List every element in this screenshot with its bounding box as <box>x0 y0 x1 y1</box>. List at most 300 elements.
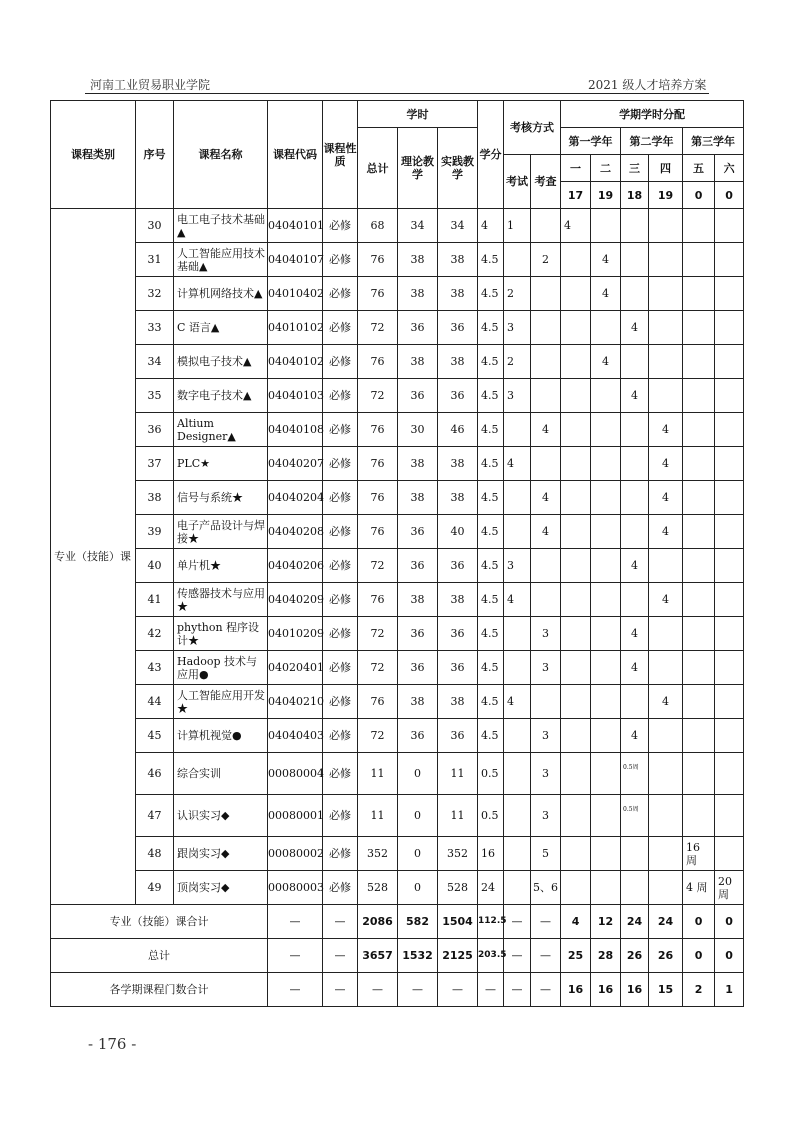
hours-theory-cell: 38 <box>398 277 438 311</box>
credits-cell: 4.5 <box>478 583 504 617</box>
hours-total-cell: 72 <box>358 719 398 753</box>
semester-5-hours-cell <box>683 447 715 481</box>
exam-cell: 3 <box>504 311 531 345</box>
hours-total-cell: 72 <box>358 651 398 685</box>
seq-cell: 47 <box>136 795 174 837</box>
semester-5-hours-cell: 4 周 <box>683 871 715 905</box>
seq-cell: 39 <box>136 515 174 549</box>
course-name-cell: 单片机★ <box>174 549 268 583</box>
check-cell <box>531 277 561 311</box>
hours-total-cell: 11 <box>358 795 398 837</box>
exam-cell <box>504 481 531 515</box>
course-type-cell: 必修 <box>323 837 358 871</box>
course-type-cell: 必修 <box>323 209 358 243</box>
seq-cell: 44 <box>136 685 174 719</box>
semester-3-hours-cell <box>621 345 649 379</box>
summary-practice-cell: — <box>438 973 478 1007</box>
semester-1-hours-cell <box>561 719 591 753</box>
table-row <box>51 345 744 379</box>
hours-theory-cell: 36 <box>398 515 438 549</box>
check-cell: 2 <box>531 243 561 277</box>
exam-cell <box>504 243 531 277</box>
semester-1-hours-cell <box>561 685 591 719</box>
semester-3-hours-cell <box>621 481 649 515</box>
check-cell: 3 <box>531 719 561 753</box>
check-cell <box>531 549 561 583</box>
weeks-semester-4: 19 <box>649 182 683 209</box>
hours-total-cell: 76 <box>358 345 398 379</box>
check-cell <box>531 209 561 243</box>
summary-exam-cell: — <box>504 939 531 973</box>
semester-4-hours-cell <box>649 617 683 651</box>
summary-credits-cell: 203.5 <box>478 939 504 973</box>
course-code-cell: 00080002 <box>268 837 323 871</box>
course-code-cell: 04010402 <box>268 277 323 311</box>
semester-1-hours-cell <box>561 795 591 837</box>
credits-cell: 4.5 <box>478 719 504 753</box>
seq-cell: 37 <box>136 447 174 481</box>
hours-theory-cell: 36 <box>398 651 438 685</box>
course-code-cell: 04020401 <box>268 651 323 685</box>
semester-3-hours-cell <box>621 277 649 311</box>
semester-4-hours-cell <box>649 549 683 583</box>
hours-theory-cell: 38 <box>398 481 438 515</box>
course-code-cell: 04040403 <box>268 719 323 753</box>
summary-label: 各学期课程门数合计 <box>51 973 268 1007</box>
course-code-cell: 04040210 <box>268 685 323 719</box>
semester-4-hours-cell <box>649 345 683 379</box>
semester-4-hours-cell: 4 <box>649 515 683 549</box>
seq-cell: 42 <box>136 617 174 651</box>
semester-2-hours-cell <box>591 583 621 617</box>
semester-1-hours-cell <box>561 379 591 413</box>
seq-cell: 32 <box>136 277 174 311</box>
semester-4-hours-cell <box>649 871 683 905</box>
summary-check-cell: — <box>531 905 561 939</box>
semester-5-hours-cell <box>683 413 715 447</box>
credits-cell: 4.5 <box>478 277 504 311</box>
course-type-cell: 必修 <box>323 277 358 311</box>
semester-6-hours-cell <box>715 311 744 345</box>
hours-theory-cell: 38 <box>398 583 438 617</box>
credits-cell: 4.5 <box>478 481 504 515</box>
course-code-cell: 04040207 <box>268 447 323 481</box>
seq-cell: 35 <box>136 379 174 413</box>
col-header-course-code: 课程代码 <box>268 101 323 209</box>
table-row <box>51 311 744 345</box>
exam-cell: 4 <box>504 685 531 719</box>
check-cell: 3 <box>531 617 561 651</box>
semester-6-hours-cell <box>715 583 744 617</box>
course-name-cell: 综合实训 <box>174 753 268 795</box>
course-name-cell: 模拟电子技术▲ <box>174 345 268 379</box>
semester-6-hours-cell <box>715 515 744 549</box>
seq-cell: 38 <box>136 481 174 515</box>
course-code-cell: 04010102 <box>268 311 323 345</box>
table-row <box>51 719 744 753</box>
hours-practice-cell: 11 <box>438 753 478 795</box>
semester-1-hours-cell <box>561 515 591 549</box>
semester-6-hours-cell <box>715 617 744 651</box>
summary-semester-3-cell: 26 <box>621 939 649 973</box>
semester-1-hours-cell <box>561 583 591 617</box>
seq-cell: 48 <box>136 837 174 871</box>
col-header-check: 考查 <box>531 155 561 209</box>
seq-cell: 31 <box>136 243 174 277</box>
hours-theory-cell: 0 <box>398 753 438 795</box>
semester-4-hours-cell <box>649 651 683 685</box>
course-name-cell: 顶岗实习◆ <box>174 871 268 905</box>
summary-exam-cell: — <box>504 973 531 1007</box>
col-header-hours: 学时 <box>358 101 478 128</box>
hours-theory-cell: 36 <box>398 719 438 753</box>
summary-row <box>51 905 744 939</box>
col-header-year-3: 第三学年 <box>683 128 744 155</box>
hours-theory-cell: 0 <box>398 795 438 837</box>
semester-6-hours-cell <box>715 447 744 481</box>
summary-semester-2-cell: 28 <box>591 939 621 973</box>
exam-cell: 2 <box>504 277 531 311</box>
hours-practice-cell: 36 <box>438 549 478 583</box>
semester-1-hours-cell <box>561 447 591 481</box>
semester-2-hours-cell <box>591 719 621 753</box>
credits-cell: 4.5 <box>478 651 504 685</box>
semester-2-hours-cell <box>591 379 621 413</box>
summary-code-cell: — <box>268 973 323 1007</box>
page-number: - 176 - <box>88 1035 137 1053</box>
hours-practice-cell: 528 <box>438 871 478 905</box>
semester-1-hours-cell <box>561 753 591 795</box>
semester-4-hours-cell <box>649 311 683 345</box>
table-row <box>51 277 744 311</box>
summary-semester-1-cell: 4 <box>561 905 591 939</box>
summary-semester-5-cell: 0 <box>683 939 715 973</box>
semester-6-hours-cell <box>715 481 744 515</box>
summary-semester-1-cell: 25 <box>561 939 591 973</box>
semester-6-hours-cell <box>715 795 744 837</box>
check-cell: 4 <box>531 481 561 515</box>
exam-cell: 1 <box>504 209 531 243</box>
check-cell: 3 <box>531 651 561 685</box>
hours-practice-cell: 38 <box>438 243 478 277</box>
col-header-hours-theory: 理论教学 <box>398 128 438 209</box>
weeks-semester-6: 0 <box>715 182 744 209</box>
header-rule <box>85 93 709 94</box>
semester-3-hours-cell <box>621 583 649 617</box>
credits-cell: 0.5 <box>478 795 504 837</box>
course-type-cell: 必修 <box>323 243 358 277</box>
header-document-title: 2021 级人才培养方案 <box>588 78 707 92</box>
semester-1-hours-cell <box>561 481 591 515</box>
hours-total-cell: 76 <box>358 277 398 311</box>
semester-2-hours-cell <box>591 617 621 651</box>
summary-semester-5-cell: 2 <box>683 973 715 1007</box>
summary-theory-cell: — <box>398 973 438 1007</box>
course-name-cell: 电子产品设计与焊接★ <box>174 515 268 549</box>
course-name-cell: C 语言▲ <box>174 311 268 345</box>
hours-theory-cell: 0 <box>398 871 438 905</box>
hours-total-cell: 72 <box>358 311 398 345</box>
course-name-cell: 跟岗实习◆ <box>174 837 268 871</box>
course-type-cell: 必修 <box>323 719 358 753</box>
course-type-cell: 必修 <box>323 515 358 549</box>
col-header-semester-5: 五 <box>683 155 715 182</box>
semester-1-hours-cell <box>561 617 591 651</box>
check-cell <box>531 447 561 481</box>
hours-practice-cell: 38 <box>438 447 478 481</box>
semester-5-hours-cell <box>683 379 715 413</box>
semester-2-hours-cell <box>591 447 621 481</box>
semester-3-hours-cell <box>621 871 649 905</box>
table-row <box>51 481 744 515</box>
semester-6-hours-cell <box>715 685 744 719</box>
course-type-cell: 必修 <box>323 311 358 345</box>
col-header-semester-2: 二 <box>591 155 621 182</box>
course-name-cell: 计算机网络技术▲ <box>174 277 268 311</box>
hours-theory-cell: 38 <box>398 345 438 379</box>
col-header-semester-1: 一 <box>561 155 591 182</box>
seq-cell: 40 <box>136 549 174 583</box>
table-row <box>51 243 744 277</box>
credits-cell: 4.5 <box>478 617 504 651</box>
semester-5-hours-cell <box>683 685 715 719</box>
hours-theory-cell: 36 <box>398 379 438 413</box>
check-cell: 3 <box>531 753 561 795</box>
semester-6-hours-cell <box>715 837 744 871</box>
course-name-cell: 传感器技术与应用★ <box>174 583 268 617</box>
hours-practice-cell: 38 <box>438 345 478 379</box>
col-header-course-type: 课程性质 <box>323 101 358 209</box>
course-code-cell: 04040102 <box>268 345 323 379</box>
semester-3-hours-cell <box>621 837 649 871</box>
semester-3-hours-cell: 4 <box>621 379 649 413</box>
semester-2-hours-cell <box>591 209 621 243</box>
exam-cell <box>504 413 531 447</box>
hours-theory-cell: 38 <box>398 243 438 277</box>
semester-6-hours-cell <box>715 209 744 243</box>
col-header-semester-4: 四 <box>649 155 683 182</box>
course-name-cell: Hadoop 技术与应用● <box>174 651 268 685</box>
hours-theory-cell: 38 <box>398 685 438 719</box>
col-header-year-2: 第二学年 <box>621 128 683 155</box>
hours-practice-cell: 11 <box>438 795 478 837</box>
semester-5-hours-cell <box>683 795 715 837</box>
summary-credits-cell: 112.5 <box>478 905 504 939</box>
semester-2-hours-cell <box>591 753 621 795</box>
summary-semester-1-cell: 16 <box>561 973 591 1007</box>
semester-3-hours-cell <box>621 209 649 243</box>
course-type-cell: 必修 <box>323 583 358 617</box>
exam-cell <box>504 617 531 651</box>
course-name-cell: 认识实习◆ <box>174 795 268 837</box>
credits-cell: 4.5 <box>478 515 504 549</box>
semester-2-hours-cell <box>591 481 621 515</box>
semester-1-hours-cell <box>561 311 591 345</box>
semester-1-hours-cell <box>561 837 591 871</box>
col-header-year-1: 第一学年 <box>561 128 621 155</box>
semester-3-hours-cell: 4 <box>621 651 649 685</box>
col-header-credits: 学分 <box>478 101 504 209</box>
hours-practice-cell: 36 <box>438 651 478 685</box>
check-cell <box>531 345 561 379</box>
weeks-semester-5: 0 <box>683 182 715 209</box>
semester-3-hours-cell <box>621 515 649 549</box>
exam-cell: 3 <box>504 379 531 413</box>
semester-4-hours-cell: 4 <box>649 413 683 447</box>
course-code-cell: 04040101 <box>268 209 323 243</box>
summary-semester-3-cell: 16 <box>621 973 649 1007</box>
seq-cell: 33 <box>136 311 174 345</box>
summary-type-cell: — <box>323 905 358 939</box>
hours-practice-cell: 36 <box>438 719 478 753</box>
summary-theory-cell: 1532 <box>398 939 438 973</box>
table-row <box>51 209 744 243</box>
hours-total-cell: 76 <box>358 413 398 447</box>
exam-cell <box>504 837 531 871</box>
summary-semester-6-cell: 0 <box>715 905 744 939</box>
semester-6-hours-cell <box>715 753 744 795</box>
semester-1-hours-cell <box>561 871 591 905</box>
semester-4-hours-cell <box>649 837 683 871</box>
semester-5-hours-cell <box>683 209 715 243</box>
semester-6-hours-cell <box>715 413 744 447</box>
course-code-cell: 00080004 <box>268 753 323 795</box>
check-cell: 4 <box>531 413 561 447</box>
semester-4-hours-cell <box>649 719 683 753</box>
col-header-hours-total: 总计 <box>358 128 398 209</box>
summary-semester-2-cell: 12 <box>591 905 621 939</box>
col-header-seq: 序号 <box>136 101 174 209</box>
exam-cell <box>504 871 531 905</box>
course-name-cell: 人工智能应用开发★ <box>174 685 268 719</box>
course-code-cell: 04040103 <box>268 379 323 413</box>
semester-3-hours-cell <box>621 685 649 719</box>
semester-1-hours-cell <box>561 413 591 447</box>
semester-5-hours-cell <box>683 719 715 753</box>
summary-semester-6-cell: 0 <box>715 939 744 973</box>
check-cell <box>531 379 561 413</box>
weeks-semester-2: 19 <box>591 182 621 209</box>
semester-3-hours-cell: 0.5周 <box>621 795 649 837</box>
exam-cell <box>504 651 531 685</box>
exam-cell <box>504 753 531 795</box>
seq-cell: 41 <box>136 583 174 617</box>
col-header-course-name: 课程名称 <box>174 101 268 209</box>
semester-5-hours-cell <box>683 549 715 583</box>
semester-5-hours-cell <box>683 277 715 311</box>
table-row <box>51 871 744 905</box>
semester-2-hours-cell: 4 <box>591 277 621 311</box>
hours-total-cell: 76 <box>358 583 398 617</box>
seq-cell: 36 <box>136 413 174 447</box>
semester-4-hours-cell: 4 <box>649 481 683 515</box>
summary-type-cell: — <box>323 973 358 1007</box>
exam-cell <box>504 515 531 549</box>
summary-label: 总计 <box>51 939 268 973</box>
hours-total-cell: 72 <box>358 379 398 413</box>
summary-total-cell: 3657 <box>358 939 398 973</box>
semester-4-hours-cell <box>649 795 683 837</box>
credits-cell: 4.5 <box>478 549 504 583</box>
semester-5-hours-cell <box>683 583 715 617</box>
col-header-semester-6: 六 <box>715 155 744 182</box>
weeks-semester-1: 17 <box>561 182 591 209</box>
semester-5-hours-cell <box>683 243 715 277</box>
hours-practice-cell: 36 <box>438 379 478 413</box>
semester-6-hours-cell <box>715 719 744 753</box>
exam-cell: 4 <box>504 583 531 617</box>
course-type-cell: 必修 <box>323 481 358 515</box>
semester-3-hours-cell: 4 <box>621 311 649 345</box>
semester-5-hours-cell <box>683 651 715 685</box>
check-cell: 3 <box>531 795 561 837</box>
summary-check-cell: — <box>531 939 561 973</box>
semester-5-hours-cell: 16 周 <box>683 837 715 871</box>
header-school-name: 河南工业贸易职业学院 <box>90 78 211 92</box>
semester-4-hours-cell <box>649 243 683 277</box>
exam-cell <box>504 719 531 753</box>
hours-practice-cell: 38 <box>438 583 478 617</box>
credits-cell: 4.5 <box>478 379 504 413</box>
semester-4-hours-cell <box>649 753 683 795</box>
exam-cell <box>504 795 531 837</box>
semester-3-hours-cell: 4 <box>621 719 649 753</box>
summary-semester-2-cell: 16 <box>591 973 621 1007</box>
semester-3-hours-cell: 4 <box>621 617 649 651</box>
course-type-cell: 必修 <box>323 753 358 795</box>
course-code-cell: 00080003 <box>268 871 323 905</box>
course-type-cell: 必修 <box>323 685 358 719</box>
hours-practice-cell: 46 <box>438 413 478 447</box>
summary-code-cell: — <box>268 939 323 973</box>
table-row <box>51 617 744 651</box>
hours-theory-cell: 34 <box>398 209 438 243</box>
course-type-cell: 必修 <box>323 549 358 583</box>
semester-5-hours-cell <box>683 311 715 345</box>
course-type-cell: 必修 <box>323 871 358 905</box>
semester-2-hours-cell <box>591 549 621 583</box>
table-row <box>51 583 744 617</box>
semester-3-hours-cell <box>621 447 649 481</box>
summary-semester-3-cell: 24 <box>621 905 649 939</box>
hours-theory-cell: 0 <box>398 837 438 871</box>
semester-1-hours-cell <box>561 277 591 311</box>
semester-6-hours-cell <box>715 379 744 413</box>
hours-total-cell: 76 <box>358 481 398 515</box>
table-row <box>51 837 744 871</box>
seq-cell: 46 <box>136 753 174 795</box>
course-name-cell: 人工智能应用技术基础▲ <box>174 243 268 277</box>
summary-practice-cell: 2125 <box>438 939 478 973</box>
check-cell <box>531 311 561 345</box>
credits-cell: 4.5 <box>478 685 504 719</box>
hours-theory-cell: 36 <box>398 311 438 345</box>
semester-4-hours-cell <box>649 379 683 413</box>
credits-cell: 4.5 <box>478 243 504 277</box>
course-code-cell: 04040209 <box>268 583 323 617</box>
hours-theory-cell: 38 <box>398 447 438 481</box>
course-code-cell: 04040108 <box>268 413 323 447</box>
semester-4-hours-cell <box>649 209 683 243</box>
hours-practice-cell: 34 <box>438 209 478 243</box>
semester-5-hours-cell <box>683 515 715 549</box>
semester-1-hours-cell <box>561 651 591 685</box>
weeks-semester-3: 18 <box>621 182 649 209</box>
credits-cell: 24 <box>478 871 504 905</box>
semester-1-hours-cell <box>561 549 591 583</box>
summary-row <box>51 939 744 973</box>
col-header-semester-distribution: 学期学时分配 <box>561 101 744 128</box>
